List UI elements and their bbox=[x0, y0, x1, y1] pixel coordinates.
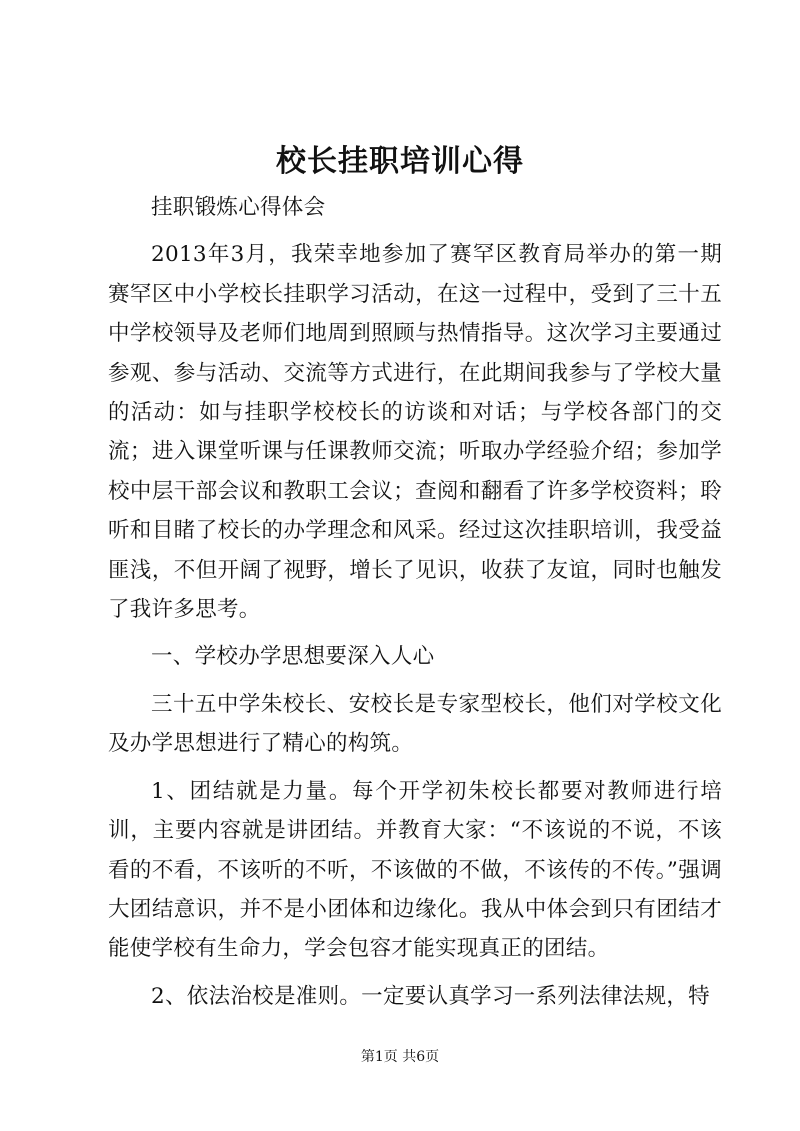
body-paragraph: 三十五中学朱校长、安校长是专家型校长，他们对学校文化及办学思想进行了精心的构筑。 bbox=[108, 691, 722, 757]
section-heading: 一、学校办学思想要深入人心 bbox=[151, 644, 435, 670]
page-title: 校长挂职培训心得 bbox=[276, 144, 524, 179]
body-paragraph: 2、依法治校是准则。一定要认真学习一系列法律法规，特 bbox=[151, 983, 710, 1009]
page-number-footer: 第1页 共6页 bbox=[360, 1049, 440, 1065]
document-body bbox=[108, 188, 722, 1024]
intro-paragraph: 2013年3月，我荣幸地参加了赛罕区教育局举办的第一期赛罕区中小学校长挂职学习活动，在这一过程中，受到了三十五中学校领导及老师们地周到照顾与热情指导。这次学习主要通过参观、参与活动、交流等方式进行，在此期间我参与了学校大量的活动：如与挂职学校校长的访谈和对话；与学校各部门的交流；进入课堂听课与任课教师交流；听取办学经验介绍；参加学校中层干部会议和教职工会议；查阅和翻看了许多学校资料；聆听和目睹了校长的办学理念和风采。经过这次挂职培训，我受益匪浅，不但开阔了视野，增长了见识，收获了友谊，同时也触发了我许多思考。 bbox=[108, 242, 722, 623]
subtitle-paragraph: 挂职锻炼心得体会 bbox=[151, 195, 326, 220]
body-paragraph: 1、团结就是力量。每个开学初朱校长都要对教师进行培训，主要内容就是讲团结。并教育大家：“不该说的不说，不该看的不看，不该听的不听，不该做的不做，不该传的不传。”强调大团结意识，并不是小团体和边缘化。我从中体会到只有团结才能使学校有生命力，学会包容才能实现真正的团结。 bbox=[108, 778, 722, 962]
